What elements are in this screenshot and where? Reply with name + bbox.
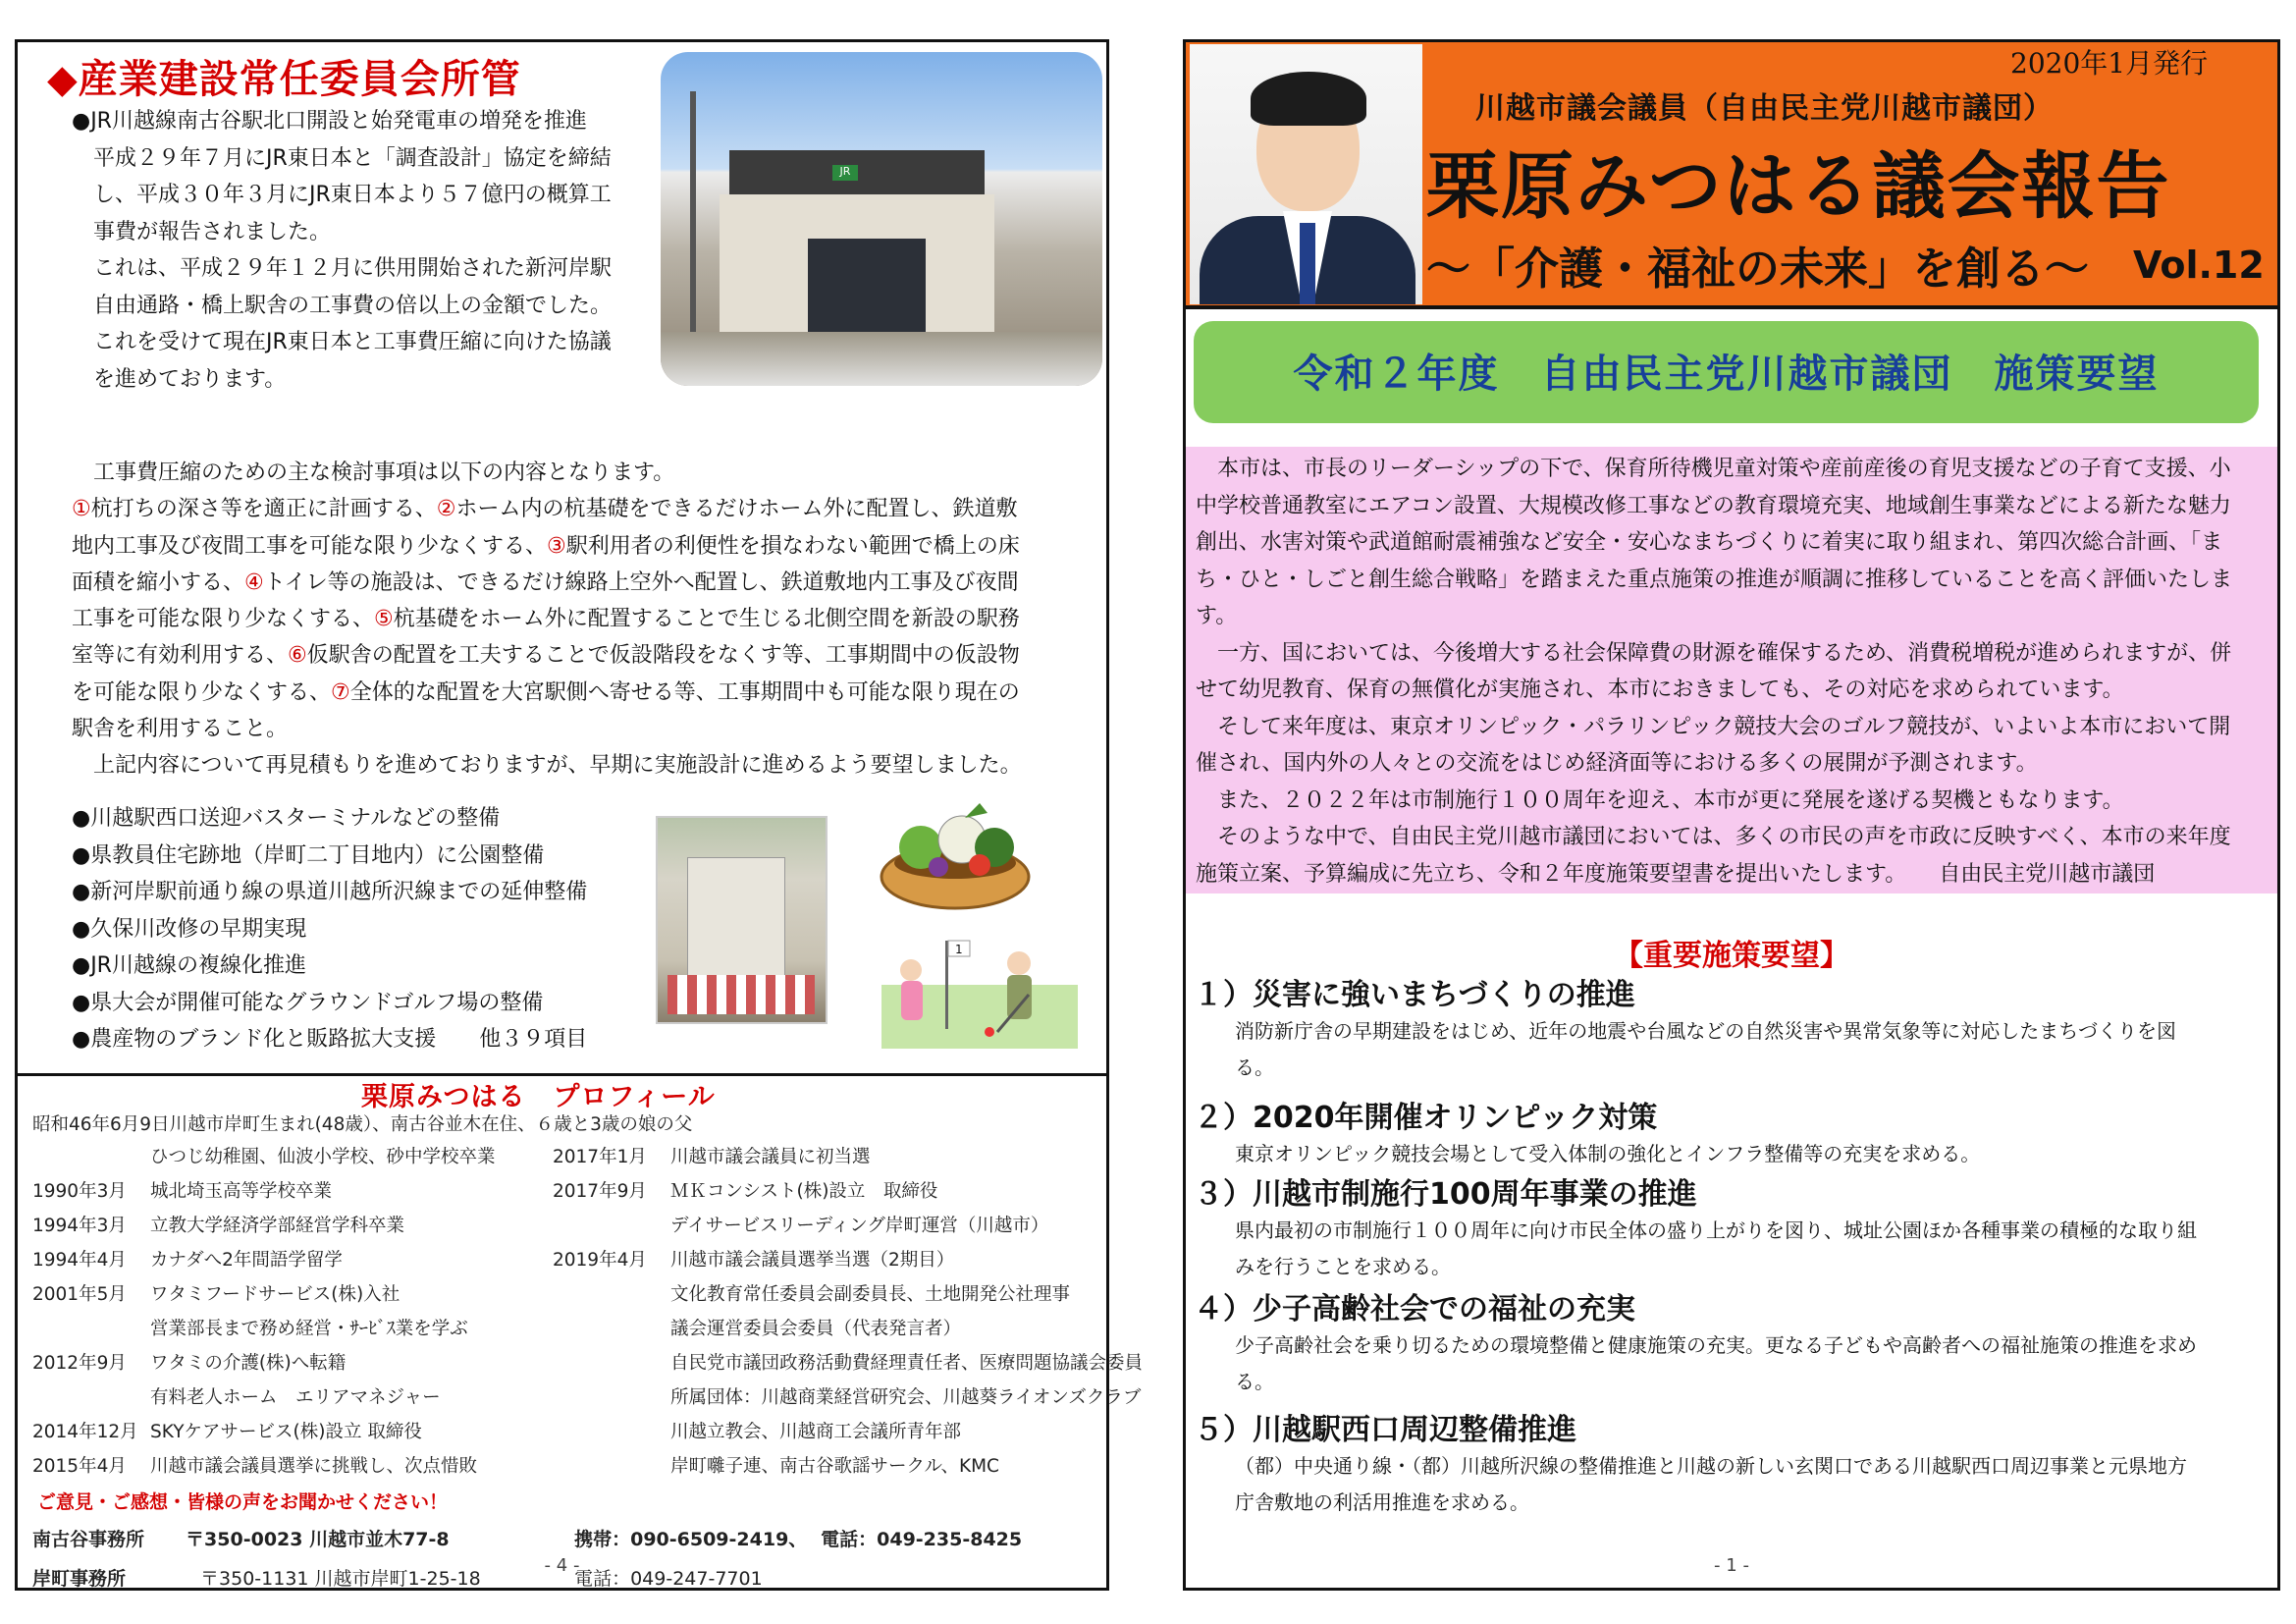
profile-date: 2012年9月 xyxy=(32,1353,127,1374)
policy-body xyxy=(1235,1213,2197,1285)
station-entrance xyxy=(808,239,926,332)
intro-paragraph-line: せて幼児教育、保育の無償化が実施され、本市におきましても、その対応を求められています。 xyxy=(1196,677,2124,702)
profile-entry xyxy=(553,1277,1143,1312)
office-name: 南古谷事務所 xyxy=(32,1529,145,1550)
profile-text: 城北埼玉高等学校卒業 xyxy=(150,1181,333,1202)
policy-body-line: 東京オリンピック競技会場として受入体制の強化とインフラ整備等の充実を求める。 xyxy=(1235,1142,1981,1165)
item-text: 面積を縮小する、 xyxy=(72,569,245,595)
office-phone: 電話：049-247-7701 xyxy=(574,1568,763,1590)
policy-body xyxy=(1235,1013,2176,1086)
policy-body-line: る。 xyxy=(1235,1056,1274,1079)
cost-item-line xyxy=(72,528,1102,565)
profile-text: デイサービスリーディング岸町運営（川越市） xyxy=(670,1216,1049,1236)
policy-body xyxy=(1235,1327,2197,1400)
profile-date: 2015年4月 xyxy=(32,1456,127,1477)
item-number: ③ xyxy=(547,533,566,559)
project-item: ●久保川改修の早期実現 xyxy=(72,916,307,942)
profile-text: 文化教育常任委員会副委員長、土地開発公社理事 xyxy=(670,1284,1071,1305)
profile-title: 栗原みつはる プロフィール xyxy=(361,1082,716,1112)
intro-paragraph-line: す。 xyxy=(1196,604,1238,628)
item-text: 杭基礎をホーム外に配置することで生じる北側空間を新設の駅務 xyxy=(393,607,1020,632)
profile-history-left xyxy=(32,1140,496,1484)
policy-heading: ４）少子高齢社会での福祉の充実 xyxy=(1194,1292,1635,1326)
apartment-building xyxy=(687,857,785,985)
profile-entry xyxy=(553,1209,1143,1243)
project-item: ●川越駅西口送迎バスターミナルなどの整備 xyxy=(72,806,501,831)
cost-item-line xyxy=(72,491,1102,527)
cost-item-line xyxy=(72,675,1102,711)
page-number: - 1 - xyxy=(1714,1555,1749,1576)
profile-entry xyxy=(32,1277,496,1312)
cost-reduction-items xyxy=(72,455,1102,785)
profile-entry xyxy=(32,1380,496,1415)
profile-entry xyxy=(553,1415,1143,1449)
station-ground xyxy=(661,332,1102,386)
project-item: ●JR川越線の複線化推進 xyxy=(72,953,306,978)
issue-date: 2020年1月発行 xyxy=(2010,47,2209,80)
project-item: ●県大会が開催可能なグラウンドゴルフ場の整備 xyxy=(72,990,544,1015)
section-title: ◆産業建設常任委員会所管 xyxy=(47,57,521,102)
profile-entry xyxy=(553,1174,1143,1209)
office-minamifuruya xyxy=(32,1525,1022,1551)
item-number: ⑥ xyxy=(288,643,307,669)
profile-entry xyxy=(553,1140,1143,1174)
policy-request-banner xyxy=(1194,321,2259,423)
cost-item-line xyxy=(72,711,1102,747)
item-text: 工事費圧縮のための主な検討事項は以下の内容となります。 xyxy=(72,460,675,485)
apartment-photo xyxy=(656,816,828,1024)
intro-line: これを受けて現在JR東日本と工事費圧縮に向けた協議 xyxy=(72,330,612,354)
item-text: 地内工事及び夜間工事を可能な限り少なくする、 xyxy=(72,533,548,559)
profile-text: 立教大学経済学部経営学科卒業 xyxy=(150,1216,405,1236)
page-number: - 4 - xyxy=(544,1555,580,1576)
item-number: ⑦ xyxy=(331,679,350,705)
intro-paragraph-line: そして来年度は、東京オリンピック・パラリンピック競技大会のゴルフ競技が、いよいよ本市において開 xyxy=(1196,714,2231,739)
office-name: 岸町事務所 xyxy=(32,1568,127,1590)
banner-text: 令和２年度 自由民主党川越市議団 施策要望 xyxy=(1293,352,2160,397)
office-address: 〒350-0023 川越市並木77-8 xyxy=(186,1529,450,1550)
intro-paragraph-line: また、２０２２年は市制施行１００周年を迎え、本市が更に発展を遂げる契機ともなります。 xyxy=(1196,787,2124,813)
intro-paragraph-line: 本市は、市長のリーダーシップの下で、保育所待機児童対策や産前産後の育児支援などの子育て支援、小 xyxy=(1196,457,2231,481)
intro-paragraph-line: 一方、国においては、今後増大する社会保障費の財源を確保するため、消費税増税が進められますが、併 xyxy=(1196,640,2232,666)
masthead xyxy=(1186,42,2277,309)
profile-text: ひつじ幼稚園、仙波小学校、砂中学校卒業 xyxy=(150,1147,496,1167)
profile-text: 有料老人ホーム エリアマネジャー xyxy=(150,1387,441,1408)
intro-line: 自由通路・橋上駅舎の工事費の倍以上の金額でした。 xyxy=(72,293,613,318)
profile-text: 川越市議会議員選挙当選（2期目） xyxy=(670,1250,955,1271)
page-1 xyxy=(1183,39,2280,1591)
office-mobile: 携帯：090-6509-2419、 xyxy=(574,1529,808,1550)
item-text: 全体的な配置を大宮駅側へ寄せる等、工事期間中も可能な限り現在の xyxy=(349,679,1020,705)
profile-entry xyxy=(553,1346,1143,1380)
profile-text: 川越立教会、川越商工会議所青年部 xyxy=(670,1422,962,1442)
profile-entry xyxy=(32,1346,496,1380)
profile-text: ＭＫコンシスト(株)設立 取締役 xyxy=(670,1181,938,1202)
item-number: ⑤ xyxy=(374,607,394,632)
item-number: ④ xyxy=(244,569,264,595)
item-number: ① xyxy=(72,497,91,522)
item-text: 上記内容について再見積もりを進めておりますが、早期に実施設計に進めるよう要望しました。 xyxy=(72,753,1022,779)
item-text: 駅利用者の利便性を損なわない範囲で橋上の床 xyxy=(565,533,1020,559)
item-text: 室等に有効利用する、 xyxy=(72,643,289,669)
policy-body-line: 県内最初の市制施行１００周年に向け市民全体の盛り上がりを図り、城址公園ほか各種事業の積極的な取り組 xyxy=(1235,1218,2197,1242)
policy-body-line: 庁舎敷地の利活用推進を求める。 xyxy=(1235,1490,1529,1514)
profile-entry xyxy=(32,1209,496,1243)
profile-birth: 昭和46年6月9日川越市岸町生まれ(48歳）、南古谷並木在住、６歳と3歳の娘の父 xyxy=(32,1114,693,1135)
contact-title: ご意見・ご感想・皆様の声をお聞かせください！ xyxy=(37,1491,449,1513)
item-text: 仮駅舎の配置を工夫することで仮設階段をなくす等、工事期間中の仮設物 xyxy=(306,643,1020,669)
profile-date: 1994年4月 xyxy=(32,1250,127,1271)
profile-entry xyxy=(32,1312,496,1346)
portrait-hair xyxy=(1251,72,1366,126)
masthead-subtitle: 川越市議会議員（自由民主党川越市議団） xyxy=(1475,91,2054,126)
profile-text: ワタミフードサービス(株)入社 xyxy=(150,1284,400,1305)
profile-entry xyxy=(553,1380,1143,1415)
policy-heading: ３）川越市制施行100周年事業の推進 xyxy=(1194,1177,1697,1212)
item-text: 駅舎を利用すること。 xyxy=(72,717,289,742)
cost-item-line xyxy=(72,601,1102,637)
intro-paragraph-line: 催され、国内外の人々との交流をはじめ経済面等における多くの展開が予測されます。 xyxy=(1196,751,2038,776)
profile-text: 川越市議会議員に初当選 xyxy=(670,1147,871,1167)
intro-paragraph-line: 創出、水害対策や武道館耐震補強など安全・安心なまちづくりに着実に取り組まれ、第四次総合計画、「ま xyxy=(1196,530,2223,555)
portrait-tie xyxy=(1300,223,1315,304)
project-item: ●新河岸駅前通り線の県道川越所沢線までの延伸整備 xyxy=(72,880,588,904)
policy-body-line: る。 xyxy=(1235,1370,1274,1393)
profile-text: ワタミの介護(株)へ転籍 xyxy=(150,1353,347,1374)
profile-text: 議会運営委員会委員（代表発言者） xyxy=(670,1319,962,1339)
policy-body-line: 少子高齢社会を乗り切るための環境整備と健康施策の充実。更なる子どもや高齢者への福祉施策の推進を求め xyxy=(1235,1333,2197,1357)
intro-paragraph-line: ち・ひと・しごと創生総合戦略」を踏まえた重点施策の推進が順調に推移していることを高く評価いたしま xyxy=(1196,567,2233,592)
profile-text: 自民党市議団政務活動費経理責任者、医療問題協議会委員 xyxy=(670,1353,1144,1374)
profile-entry xyxy=(32,1140,496,1174)
other-projects-list xyxy=(72,800,587,1058)
jr-logo-icon: JR xyxy=(832,165,858,181)
intro-paragraph-line: 施策立案、予算編成に先立ち、令和２年度施策要望書を提出いたします。 自由民主党川越市議団 xyxy=(1196,861,2156,887)
station-intro xyxy=(72,103,661,398)
item-text: トイレ等の施設は、できるだけ線路上空外へ配置し、鉄道敷地内工事及び夜間 xyxy=(263,569,1019,595)
vegetable-basket-illustration xyxy=(872,798,1039,916)
item-text: 工事を可能な限り少なくする、 xyxy=(72,607,375,632)
utility-pole xyxy=(690,91,696,337)
ground-golf-illustration xyxy=(881,926,1078,1049)
profile-entry xyxy=(32,1415,496,1449)
profile-entry xyxy=(32,1174,496,1209)
cost-item-line xyxy=(72,747,1102,784)
cost-item-line xyxy=(72,637,1102,674)
profile-text: 岸町囃子連、南古谷歌謡サークル、KMC xyxy=(670,1456,999,1477)
newsletter-title: 栗原みつはる議会報告 xyxy=(1426,144,2171,229)
profile-date: 2017年9月 xyxy=(553,1181,647,1202)
profile-date: 2019年4月 xyxy=(553,1250,647,1271)
project-item: ●県教員住宅跡地（岸町二丁目地内）に公園整備 xyxy=(72,842,545,868)
page-4 xyxy=(15,39,1144,1591)
item-text: を可能な限り少なくする、 xyxy=(72,679,332,705)
intro-line: ●JR川越線南古谷駅北口開設と始発電車の増発を推進 xyxy=(72,109,587,134)
golf-flag-number: 1 xyxy=(955,943,963,956)
profile-date: 1990年3月 xyxy=(32,1181,127,1202)
item-text: ホーム内の杭基礎をできるだけホーム外に配置し、鉄道敷 xyxy=(455,497,1018,522)
intro-line: これは、平成２９年１２月に供用開始された新河岸駅 xyxy=(72,256,613,281)
profile-history-right xyxy=(553,1140,1143,1484)
volume-number: Vol.12 xyxy=(2133,244,2265,287)
intro-paragraph-line: 中学校普通教室にエアコン設置、大規模改修工事などの教育環境充実、地域創生事業などによる新たな魅力 xyxy=(1196,493,2231,518)
station-photo xyxy=(661,52,1102,386)
policy-body xyxy=(1235,1448,2187,1521)
policy-intro xyxy=(1196,451,2270,893)
newsletter-tagline: ～「介護・福祉の未来」を創る～ xyxy=(1426,243,2090,295)
policy-heading: １）災害に強いまちづくりの推進 xyxy=(1194,978,1635,1012)
intro-line: を進めております。 xyxy=(72,366,287,392)
profile-text: 所属団体：川越商業経営研究会、川越葵ライオンズクラブ xyxy=(670,1387,1142,1408)
cost-item-line xyxy=(72,565,1102,601)
portrait-photo xyxy=(1190,44,1422,304)
profile-text: 営業部長まで務め経営・ｻｰﾋﾞｽ業を学ぶ xyxy=(150,1319,468,1339)
profile-text: カナダへ2年間語学留学 xyxy=(150,1250,343,1271)
office-address: 〒350-1131 川越市岸町1-25-18 xyxy=(200,1568,481,1590)
profile-date: 2017年1月 xyxy=(553,1147,647,1167)
policy-heading: ５）川越駅西口周辺整備推進 xyxy=(1194,1413,1576,1447)
intro-line: 平成２９年７月にJR東日本と「調査設計」協定を締結 xyxy=(72,145,612,171)
intro-paragraph-line: そのような中で、自由民主党川越市議団においては、多くの市民の声を市政に反映すべく、本市の来年度 xyxy=(1196,825,2231,849)
policy-body-line: （都）中央通り線・（都）川越所沢線の整備推進と川越の新しい玄関口である川越駅西口周辺事業と元県地方 xyxy=(1235,1454,2187,1478)
item-text: 杭打ちの深さ等を適正に計画する、 xyxy=(90,497,437,522)
profile-text: 川越市議会議員選挙に挑戦し、次点惜敗 xyxy=(150,1456,478,1477)
profile-entry xyxy=(553,1312,1143,1346)
profile-entry xyxy=(32,1243,496,1277)
policy-body xyxy=(1235,1136,1980,1172)
profile-entry xyxy=(553,1243,1143,1277)
profile-date: 2001年5月 xyxy=(32,1284,127,1305)
requests-title: 【重要施策要望】 xyxy=(1614,939,1849,973)
intro-line: し、平成３０年３月にJR東日本より５７億円の概算工 xyxy=(72,183,612,207)
profile-entry xyxy=(553,1449,1143,1484)
office-phone: 電話：049-235-8425 xyxy=(821,1529,1023,1550)
profile-text: SKYケアサービス(株)設立 取締役 xyxy=(150,1422,422,1442)
intro-line: 事費が報告されました。 xyxy=(72,219,332,244)
project-item: ●農産物のブランド化と販路拡大支援 他３９項目 xyxy=(72,1027,588,1052)
profile-entry xyxy=(32,1449,496,1484)
policy-body-line: みを行うことを求める。 xyxy=(1235,1255,1451,1278)
cost-item-line xyxy=(72,455,1102,491)
profile-date: 2014年12月 xyxy=(32,1422,138,1442)
policy-body-line: 消防新庁舎の早期建設をはじめ、近年の地震や台風などの自然災害や異常気象等に対応したまちづくりを図 xyxy=(1235,1019,2176,1043)
construction-fence xyxy=(667,975,815,1014)
policy-heading: ２）2020年開催オリンピック対策 xyxy=(1194,1101,1658,1135)
item-number: ② xyxy=(436,497,456,522)
profile-date: 1994年3月 xyxy=(32,1216,127,1236)
